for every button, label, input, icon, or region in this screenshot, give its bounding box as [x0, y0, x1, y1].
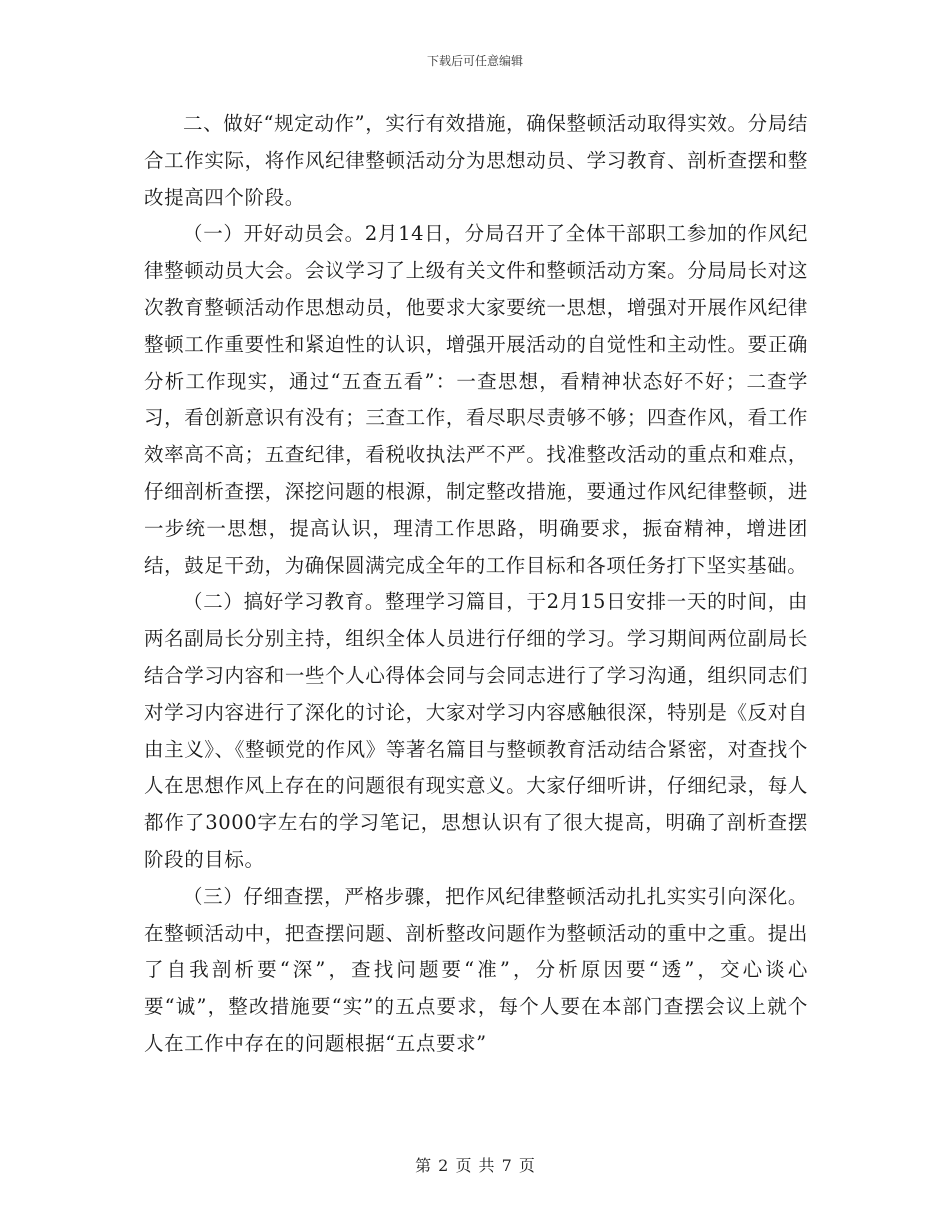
paragraph-4: （三）仔细查摆，严格步骤，把作风纪律整顿活动扎扎实实引向深化。在整顿活动中，把查摆问题、剖析整改问题作为整顿活动的重中之重。提出了自我剖析要“深”，查找问题要“准”，分析原因要“透”，交心谈心要“诚”，整改措施要“实”的五点要求，每个人要在本部门查摆会议上就个人在工作中存在的问题根据“五点要求”	[144, 884, 808, 1055]
paragraph-1: 二、做好“规定动作”，实行有效措施，确保整顿活动取得实效。分局结合工作实际，将作风纪律整顿活动分为思想动员、学习教育、剖析查摆和整改提高四个阶段。	[144, 112, 808, 209]
page-header: 下载后可任意编辑	[426, 54, 523, 68]
page-number: 第 2 页 共 7 页	[415, 1156, 535, 1175]
document-body	[144, 106, 808, 1063]
paragraph-2: （一）开好动员会。2月14日，分局召开了全体干部职工参加的作风纪律整顿动员大会。会议学习了上级有关文件和整顿活动方案。分局局长对这次教育整顿活动作思想动员，他要求大家要统一思想，增强对开展作风纪律整顿工作重要性和紧迫性的认识，增强开展活动的自觉性和主动性。要正确分析工作现实，通过“五查五看”：一查思想，看精神状态好不好；二查学习，看创新意识有没有；三查工作，看尽职尽责够不够；四查作风，看工作效率高不高；五查纪律，看税收执法严不严。找准整改活动的重点和难点，仔细剖析查摆，深挖问题的根源，制定整改措施，要通过作风纪律整顿，进一步统一思想，提高认识，理清工作思路，明确要求，振奋精神，增进团结，鼓足干劲，为确保圆满完成全年的工作目标和各项任务打下坚实基础。	[144, 222, 808, 577]
paragraph-3: （二）搞好学习教育。整理学习篇目，于2月15日安排一天的时间，由两名副局长分别主持，组织全体人员进行仔细的学习。学习期间两位副局长结合学习内容和一些个人心得体会同与会同志进行了学习沟通，组织同志们对学习内容进行了深化的讨论，大家对学习内容感触很深，特别是《反对自由主义》、《整顿党的作风》等著名篇目与整顿教育活动结合紧密，对查找个人在思想作风上存在的问题很有现实意义。大家仔细听讲，仔细纪录，每人都作了3000字左右的学习笔记，思想认识有了很大提高，明确了剖析查摆阶段的目标。	[144, 590, 808, 871]
